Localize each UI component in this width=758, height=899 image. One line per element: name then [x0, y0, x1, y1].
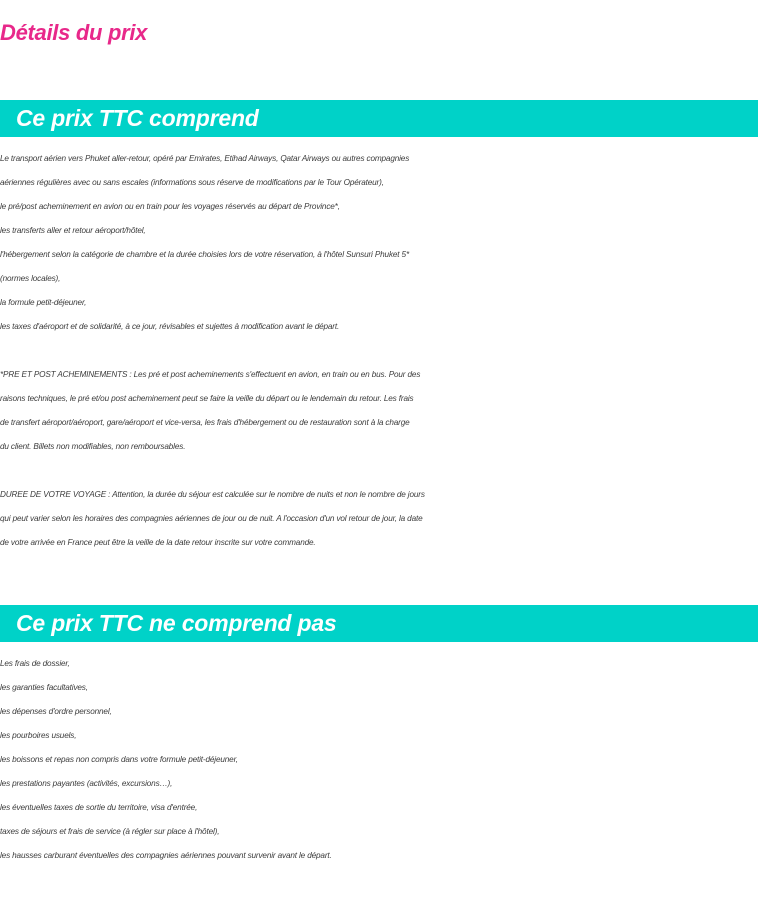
section-heading-included: Ce prix TTC comprend	[0, 100, 758, 137]
note-line: *PRE ET POST ACHEMINEMENTS : Les pré et post acheminements s'effectuent en avion, en train ou en bus. Pour des	[0, 370, 421, 379]
list-item: les garanties facultatives,	[0, 683, 88, 692]
note-line: DUREE DE VOTRE VOYAGE : Attention, la durée du séjour est calculée sur le nombre de nuits et non le nombre de jours	[0, 490, 425, 499]
list-item: aériennes régulières avec ou sans escales (informations sous réserve de modifications par le Tour Opérateur),	[0, 178, 384, 187]
excluded-section	[0, 652, 758, 868]
list-item: taxes de séjours et frais de service (à régler sur place à l'hôtel),	[0, 827, 220, 836]
note-line: du client. Billets non modifiables, non remboursables.	[0, 442, 186, 451]
list-item: les dépenses d'ordre personnel,	[0, 707, 112, 716]
list-item: les éventuelles taxes de sortie du territoire, visa d'entrée,	[0, 803, 198, 812]
note-line: qui peut varier selon les horaires des compagnies aériennes de jour ou de nuit. A l'occasion d'un vol retour de jour, la date	[0, 514, 423, 523]
note-line: de transfert aéroport/aéroport, gare/aéroport et vice-versa, les frais d'hébergement ou de restauration sont à la charge	[0, 418, 410, 427]
note-line: de votre arrivée en France peut être la veille de la date retour inscrite sur votre commande.	[0, 538, 316, 547]
excluded-list	[0, 652, 758, 868]
list-item: (normes locales),	[0, 274, 61, 283]
included-list	[0, 147, 758, 339]
list-item: les taxes d'aéroport et de solidarité, à ce jour, révisables et sujettes à modification avant le départ.	[0, 322, 340, 331]
section-heading-excluded: Ce prix TTC ne comprend pas	[0, 605, 758, 642]
list-item: les transferts aller et retour aéroport/hôtel,	[0, 226, 146, 235]
list-item: le pré/post acheminement en avion ou en train pour les voyages réservés au départ de Province*,	[0, 202, 340, 211]
included-section	[0, 147, 758, 555]
list-item: les hausses carburant éventuelles des compagnies aériennes pouvant survenir avant le départ.	[0, 851, 332, 860]
list-item: Le transport aérien vers Phuket aller-retour, opéré par Emirates, Etihad Airways, Qatar Airways ou autres compagnies	[0, 154, 410, 163]
list-item: Les frais de dossier,	[0, 659, 70, 668]
note-pre-post-acheminements	[0, 363, 758, 459]
list-item: la formule petit-déjeuner,	[0, 298, 87, 307]
page-title: Détails du prix	[0, 20, 148, 45]
list-item: les boissons et repas non compris dans votre formule petit-déjeuner,	[0, 755, 238, 764]
list-item: les prestations payantes (activités, excursions…),	[0, 779, 173, 788]
note-line: raisons techniques, le pré et/ou post acheminement peut se faire la veille du départ ou le lendemain du retour. Les frais	[0, 394, 414, 403]
note-duree-voyage	[0, 483, 758, 555]
list-item: les pourboires usuels,	[0, 731, 77, 740]
list-item: l'hébergement selon la catégorie de chambre et la durée choisies lors de votre réservation, à l'hôtel Sunsuri Phuket 5*	[0, 250, 409, 259]
